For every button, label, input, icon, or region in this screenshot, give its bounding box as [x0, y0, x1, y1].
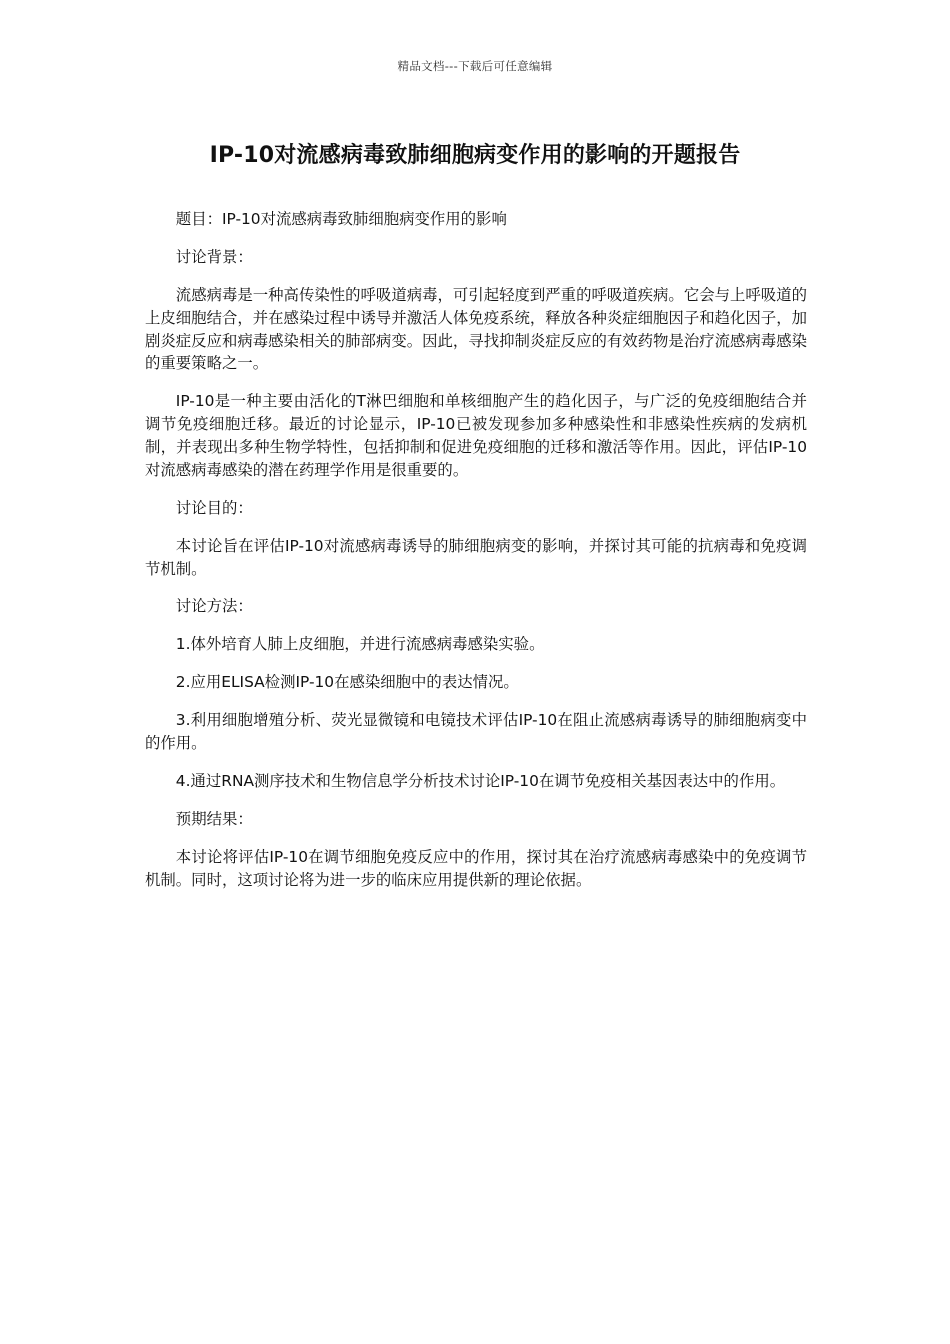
method-item-2: 2.应用ELISA检测IP-10在感染细胞中的表达情况。 [175, 673, 519, 692]
topic-line: 题目：IP-10对流感病毒致肺细胞病变作用的影响 [175, 210, 507, 228]
expected-results-paragraph: 本讨论将评估IP-10在调节细胞免疫反应中的作用，探讨其在治疗流感病毒感染中的免疫调节机制。同时，这项讨论将为进一步的临床应用提供新的理论依据。 [145, 848, 807, 889]
document-body [145, 208, 807, 907]
section-heading-methods: 讨论方法： [175, 597, 253, 616]
background-paragraph-1: 流感病毒是一种高传染性的呼吸道病毒，可引起轻度到严重的呼吸道疾病。它会与上呼吸道的上皮细胞结合，并在感染过程中诱导并激活人体免疫系统，释放各种炎症细胞因子和趋化因子，加剧炎症反应和病毒感染相关的肺部病变。因此，寻找抑制炎症反应的有效药物是治疗流感病毒感染的重要策略之一。 [145, 285, 807, 373]
method-item-4: 4.通过RNA测序技术和生物信息学分析技术讨论IP-10在调节免疫相关基因表达中的作用。 [175, 772, 786, 791]
section-heading-expected-results: 预期结果： [175, 810, 253, 829]
method-item-3: 3.利用细胞增殖分析、荧光显微镜和电镜技术评估IP-10在阻止流感病毒诱导的肺细胞病变中的作用。 [145, 711, 807, 753]
document-title: IP-10对流感病毒致肺细胞病变作用的影响的开题报告 [209, 143, 741, 168]
section-heading-purpose: 讨论目的： [175, 498, 253, 517]
purpose-paragraph: 本讨论旨在评估IP-10对流感病毒诱导的肺细胞病变的影响，并探讨其可能的抗病毒和免疫调节机制。 [145, 536, 807, 578]
background-paragraph-2: IP-10是一种主要由活化的T淋巴细胞和单核细胞产生的趋化因子，与广泛的免疫细胞结合并调节免疫细胞迁移。最近的讨论显示，IP-10已被发现参加多种感染性和非感染性疾病的发病机制，并表现出多种生物学特性，包括抑制和促进免疫细胞的迁移和激活等作用。因此，评估IP-10对流感病毒感染的潜在药理学作用是很重要的。 [145, 392, 807, 479]
section-heading-background: 讨论背景： [175, 247, 253, 266]
page-header-watermark: 精品文档---下载后可任意编辑 [397, 59, 553, 73]
method-item-1: 1.体外培育人肺上皮细胞，并进行流感病毒感染实验。 [175, 635, 545, 654]
